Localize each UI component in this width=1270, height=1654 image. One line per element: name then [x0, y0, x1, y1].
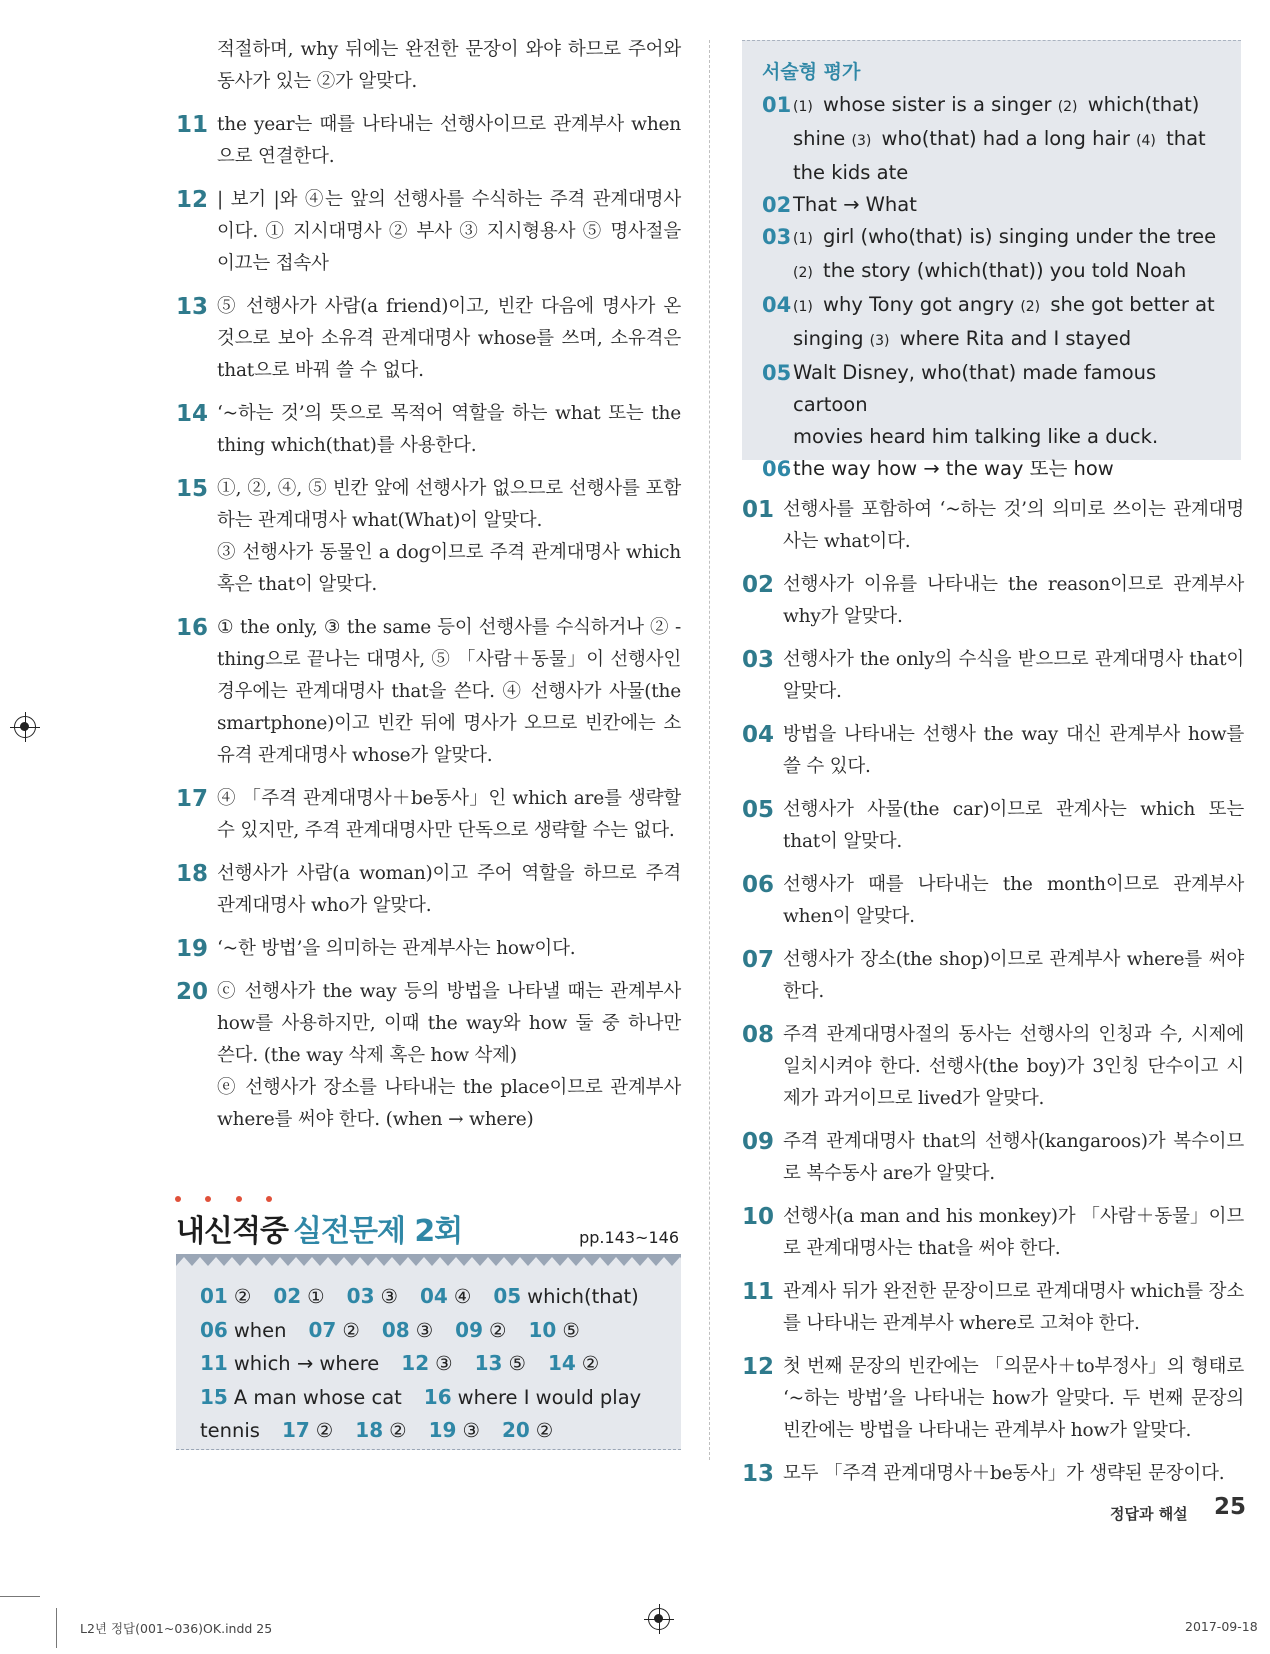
- essay-text: [793, 255, 1219, 289]
- practice-answer: ②: [389, 1419, 407, 1442]
- dot-decoration: [266, 1196, 272, 1202]
- practice-answer: ②: [342, 1318, 360, 1342]
- essay-answer: That → What: [793, 193, 917, 216]
- answer-item: [742, 1126, 1244, 1190]
- answer-number: 13: [742, 1461, 775, 1487]
- answer-number: 11: [742, 1279, 775, 1305]
- answer-text: [217, 612, 681, 772]
- explanation-line: ①, ②, ④, ⑤ 빈칸 앞에 선행사가 없으므로 선행사를 포함하는 관계대명사 what(What)이 알맞다.: [217, 478, 681, 531]
- answer-text: 주격 관계대명사 that의 선행사(kangaroos)가 복수이므로 복수동사 are가 알맞다.: [783, 1131, 1244, 1184]
- essay-number: 02: [762, 193, 792, 217]
- practice-answer: ②: [489, 1318, 507, 1342]
- answer-text: 모두 「주격 관계대명사＋be동사」가 생략된 문장이다.: [783, 1463, 1225, 1484]
- answer-number: 12: [176, 187, 209, 213]
- essay-text: [793, 323, 1219, 357]
- essay-evaluation-box: [742, 40, 1241, 481]
- essay-line: [762, 255, 1219, 289]
- explanation-line: 선행사가 사람(a woman)이고 주어 역할을 하므로 주격 관계대명사 who가 알맞다.: [217, 863, 681, 916]
- print-date: 2017-09-18: [1185, 1619, 1258, 1634]
- explanation-line: the year는 때를 나타내는 선행사이므로 관계부사 when으로 연결한다.: [217, 114, 681, 167]
- essay-number: 03: [762, 225, 792, 249]
- left-column: [176, 34, 681, 1147]
- answer-text: 주격 관계대명사절의 동사는 선행사의 인칭과 수, 시제에 일치시켜야 한다. 선행사(the boy)가 3인칭 단수이고 시제가 과거이므로 lived가 알맞다.: [783, 1024, 1244, 1109]
- practice-answer: ④: [453, 1285, 472, 1308]
- answer-item: [176, 184, 681, 280]
- essay-answer: shine: [793, 127, 852, 150]
- essay-number: 05: [762, 361, 792, 385]
- essay-number: 06: [762, 457, 792, 481]
- essay-answer-list: [762, 89, 1219, 485]
- essay-answer: Walt Disney, who(that) made famous cartoon: [793, 361, 1157, 416]
- practice-number: 12: [401, 1351, 430, 1375]
- practice-answer: which → where: [233, 1352, 380, 1375]
- practice-number: 01: [200, 1284, 228, 1308]
- practice-header: [176, 1206, 681, 1254]
- essay-line: [762, 221, 1219, 255]
- practice-number: 11: [200, 1351, 228, 1375]
- explanation-line: ③ 선행사가 동물인 a dog이므로 주격 관계대명사 which 혹은 that이 알맞다.: [217, 542, 681, 595]
- answer-text: 선행사를 포함하여 ‘~하는 것’의 의미로 쓰이는 관계대명사는 what이다.: [783, 499, 1244, 552]
- column-divider: [709, 40, 710, 1460]
- essay-answer: that: [1159, 127, 1206, 150]
- answer-number: 12: [742, 1354, 775, 1380]
- answer-text: 선행사가 이유를 나타내는 the reason이므로 관계부사 why가 알맞다.: [783, 574, 1244, 627]
- left-answer-list: [176, 109, 681, 1136]
- answer-text: [217, 783, 681, 847]
- practice-answer-box: [176, 1266, 681, 1450]
- answer-number: 18: [176, 861, 209, 887]
- practice-answer-rows: [200, 1280, 659, 1448]
- practice-row: [200, 1414, 659, 1448]
- essay-line: [762, 323, 1219, 357]
- practice-number: 13: [474, 1351, 503, 1375]
- right-answer-list: [742, 494, 1244, 1490]
- practice-answer: ③: [415, 1318, 434, 1342]
- essay-answer: the story (which(that)) you told Noah: [816, 259, 1187, 282]
- answer-item: [742, 1019, 1244, 1115]
- explanation-line: ⑤ 선행사가 사람(a friend)이고, 빈칸 다음에 명사가 온 것으로 보아 소유격 관계대명사 whose를 쓰며, 소유격은 that으로 바꿔 쓸 수 없다.: [217, 296, 681, 381]
- answer-item: [742, 644, 1244, 708]
- answer-text: [217, 291, 681, 387]
- crop-mark: [0, 1596, 40, 1597]
- answer-item: [742, 494, 1244, 558]
- practice-answer: ⑤: [562, 1318, 580, 1342]
- essay-text: [793, 89, 1219, 123]
- answer-text: 방법을 나타내는 선행사 the way 대신 관계부사 how를 쓸 수 있다.: [783, 724, 1244, 777]
- answer-item: [742, 1276, 1244, 1340]
- answer-item: [176, 933, 681, 965]
- practice-answer: ①: [307, 1285, 325, 1308]
- practice-answer: which(that): [527, 1285, 639, 1308]
- answer-text: 관계사 뒤가 완전한 문장이므로 관계대명사 which를 장소를 나타내는 관계부사 where로 고쳐야 한다.: [783, 1281, 1244, 1334]
- dot-decoration: [205, 1196, 211, 1202]
- sub-number: (3): [851, 133, 872, 149]
- practice-answer: tennis: [200, 1419, 260, 1442]
- essay-answer: why Tony got angry: [816, 293, 1021, 316]
- essay-line: [762, 357, 1219, 421]
- explanation-line: | 보기 |와 ④는 앞의 선행사를 수식하는 주격 관계대명사이다. ① 지시대명사 ② 부사 ③ 지시형용사 ⑤ 명사절을 이끄는 접속사: [217, 189, 681, 274]
- essay-line: [762, 157, 1219, 189]
- practice-answer: ③: [435, 1352, 453, 1375]
- practice-number: 18: [355, 1418, 384, 1442]
- essay-number: 01: [762, 93, 792, 117]
- essay-answer: singing: [793, 327, 870, 350]
- answer-number: 13: [176, 294, 209, 320]
- answer-number: 08: [742, 1022, 775, 1048]
- essay-text: [793, 357, 1219, 421]
- answer-text: 선행사가 사물(the car)이므로 관계사는 which 또는 that이 알맞다.: [783, 799, 1244, 852]
- zigzag-band: [176, 1254, 681, 1266]
- right-column: [742, 494, 1244, 1501]
- answer-number: 20: [176, 979, 209, 1005]
- essay-answer: which(that): [1081, 93, 1200, 116]
- answer-item: [742, 869, 1244, 933]
- practice-number: 19: [428, 1418, 457, 1442]
- answer-item: [176, 783, 681, 847]
- answer-item: [176, 858, 681, 922]
- essay-text: [793, 189, 1219, 221]
- essay-answer: whose sister is a singer: [816, 93, 1058, 116]
- answer-text: 선행사가 the only의 수식을 받으므로 관계대명사 that이 알맞다.: [783, 649, 1244, 702]
- essay-answer: the way how → the way 또는 how: [793, 457, 1114, 480]
- essay-line: [762, 123, 1219, 157]
- answer-number: 19: [176, 936, 209, 962]
- answer-number: 07: [742, 947, 775, 973]
- answer-number: 05: [742, 797, 775, 823]
- sub-number: (4): [1136, 133, 1156, 149]
- crop-mark: [56, 1608, 57, 1648]
- explanation-line: ④ 「주격 관계대명사＋be동사」인 which are를 생략할 수 있지만, 주격 관계대명사만 단독으로 생략할 수는 없다.: [217, 788, 681, 841]
- practice-number: 20: [501, 1418, 530, 1442]
- practice-number: 10: [528, 1317, 557, 1342]
- practice-number: 08: [381, 1317, 410, 1342]
- practice-answer: A man whose cat: [233, 1385, 402, 1409]
- practice-row: [200, 1314, 659, 1348]
- practice-row: [200, 1280, 659, 1314]
- practice-title-teal: 실전문제 2회: [293, 1214, 463, 1249]
- answer-item: [742, 719, 1244, 783]
- practice-number: 02: [273, 1284, 302, 1308]
- sub-number: (2): [793, 265, 813, 281]
- practice-number: 04: [419, 1284, 448, 1308]
- sub-number: (1): [793, 231, 813, 247]
- answer-number: 04: [742, 722, 775, 748]
- practice-number: 09: [455, 1317, 484, 1342]
- practice-number: 03: [346, 1284, 375, 1308]
- essay-answer: who(that) had a long hair: [875, 127, 1137, 150]
- practice-number: 15: [200, 1384, 228, 1409]
- sub-number: (1): [793, 99, 813, 115]
- essay-answer: the kids ate: [793, 161, 909, 184]
- explanation-line: ‘~하는 것’의 뜻으로 목적어 역할을 하는 what 또는 the thing which(that)를 사용한다.: [217, 403, 681, 456]
- essay-line: [762, 421, 1219, 453]
- practice-title-black: 내신적중: [176, 1214, 288, 1249]
- answer-number: 11: [176, 112, 209, 138]
- essay-text: [793, 421, 1219, 453]
- essay-line: [762, 189, 1219, 221]
- answer-item: [176, 109, 681, 173]
- essay-answer: girl (who(that) is) singing under the tree: [816, 225, 1217, 248]
- answer-item: [176, 291, 681, 387]
- essay-text: [793, 289, 1219, 323]
- answer-item: [742, 1201, 1244, 1265]
- dot-decoration: [175, 1196, 181, 1202]
- answer-item: [176, 473, 681, 601]
- practice-row: [200, 1347, 659, 1381]
- practice-answer: when: [233, 1318, 287, 1342]
- answer-number: 09: [742, 1129, 775, 1155]
- essay-text: [793, 453, 1219, 485]
- answer-item: [742, 944, 1244, 1008]
- sub-number: (2): [1020, 299, 1041, 315]
- practice-answer: ⑤: [508, 1352, 526, 1375]
- answer-text: 첫 번째 문장의 빈칸에는 「의문사＋to부정사」의 형태로 ‘~하는 방법’을 나타내는 how가 알맞다. 두 번째 문장의 빈칸에는 방법을 나타내는 관계부사 how가 알맞다.: [783, 1356, 1244, 1441]
- page-number: 25: [1214, 1494, 1247, 1520]
- practice-row: [200, 1381, 659, 1415]
- practice-number: 16: [423, 1384, 452, 1409]
- answer-number: 01: [742, 497, 775, 523]
- answer-number: 06: [742, 872, 775, 898]
- section-label: 정답과 해설: [1110, 1505, 1188, 1523]
- answer-text: [217, 976, 681, 1136]
- practice-answer: ②: [233, 1285, 252, 1308]
- registration-mark-icon: [648, 1608, 670, 1630]
- answer-number: 10: [742, 1204, 775, 1230]
- practice-answer: ②: [315, 1419, 334, 1442]
- explanation-line: ⓒ 선행사가 the way 등의 방법을 나타낼 때는 관계부사 how를 사용하지만, 이때 the way와 how 둘 중 하나만 쓴다. (the way 삭제 혹은 how 삭제): [217, 981, 681, 1066]
- answer-item: [176, 976, 681, 1136]
- answer-number: 15: [176, 476, 209, 502]
- explanation-line: ⓔ 선행사가 장소를 나타내는 the place이므로 관계부사 where를 써야 한다. (when → where): [217, 1077, 681, 1130]
- answer-number: 02: [742, 572, 775, 598]
- essay-line: [762, 89, 1219, 123]
- essay-title: 서술형 평가: [762, 61, 861, 83]
- essay-answer: movies heard him talking like a duck.: [793, 425, 1159, 448]
- answer-text: [217, 398, 681, 462]
- answer-number: 03: [742, 647, 775, 673]
- answer-text: 선행사가 때를 나타내는 the month이므로 관계부사 when이 알맞다.: [783, 874, 1244, 927]
- answer-item: [742, 569, 1244, 633]
- lead-text: 적절하며, why 뒤에는 완전한 문장이 와야 하므로 주어와 동사가 있는 ②가 알맞다.: [217, 39, 681, 92]
- answer-item: [176, 612, 681, 772]
- answer-text: [217, 473, 681, 601]
- answer-number: 16: [176, 615, 209, 641]
- practice-number: 17: [281, 1418, 310, 1442]
- answer-item: [176, 398, 681, 462]
- essay-line: [762, 289, 1219, 323]
- answer-text: [217, 933, 681, 965]
- answer-text: 선행사(a man and his monkey)가 「사람＋동물」이므로 관계대명사는 that을 써야 한다.: [783, 1206, 1244, 1259]
- practice-answer: ③: [380, 1285, 398, 1308]
- practice-answer: ②: [535, 1419, 554, 1442]
- essay-line: [762, 453, 1219, 485]
- sub-number: (1): [793, 299, 813, 315]
- answer-item: [742, 1351, 1244, 1447]
- practice-answer: ②: [581, 1352, 600, 1375]
- practice-number: 06: [200, 1317, 228, 1342]
- answer-number: 14: [176, 401, 209, 427]
- practice-number: 05: [493, 1284, 522, 1308]
- answer-item: [742, 794, 1244, 858]
- answer-text: 선행사가 장소(the shop)이므로 관계부사 where를 써야 한다.: [783, 949, 1244, 1002]
- practice-number: 07: [308, 1317, 337, 1342]
- essay-text: [793, 123, 1219, 157]
- registration-mark-icon: [14, 716, 36, 738]
- practice-answer: ③: [462, 1419, 480, 1442]
- practice-pages: pp.143~146: [579, 1228, 679, 1247]
- essay-answer: where Rita and I stayed: [893, 327, 1132, 350]
- practice-answer: where I would play: [457, 1385, 642, 1409]
- essay-text: [793, 221, 1219, 255]
- sub-number: (2): [1057, 99, 1078, 115]
- essay-answer: she got better at: [1044, 293, 1215, 316]
- answer-text: [217, 109, 681, 173]
- sub-number: (3): [869, 333, 890, 349]
- explanation-line: ① the only, ③ the same 등이 선행사를 수식하거나 ② -thing으로 끝나는 대명사, ⑤ 「사람＋동물」이 선행사인 경우에는 관계대명사 that을 쓴다. ④ 선행사가 사물(the smartphone)이고 빈칸 뒤에 명사가 오므로 빈칸에는 소유격 관계대명사 whose가 알맞다.: [217, 617, 681, 766]
- answer-text: [217, 858, 681, 922]
- essay-number: 04: [762, 293, 792, 317]
- practice-number: 14: [547, 1351, 576, 1375]
- answer-item: [742, 1458, 1244, 1490]
- dot-decoration: [236, 1196, 242, 1202]
- file-info: L2년 정답(001~036)OK.indd 25: [80, 1621, 273, 1636]
- answer-number: 17: [176, 786, 209, 812]
- answer-text: [217, 184, 681, 280]
- explanation-line: ‘~한 방법’을 의미하는 관계부사는 how이다.: [217, 938, 576, 959]
- essay-text: [793, 157, 1219, 189]
